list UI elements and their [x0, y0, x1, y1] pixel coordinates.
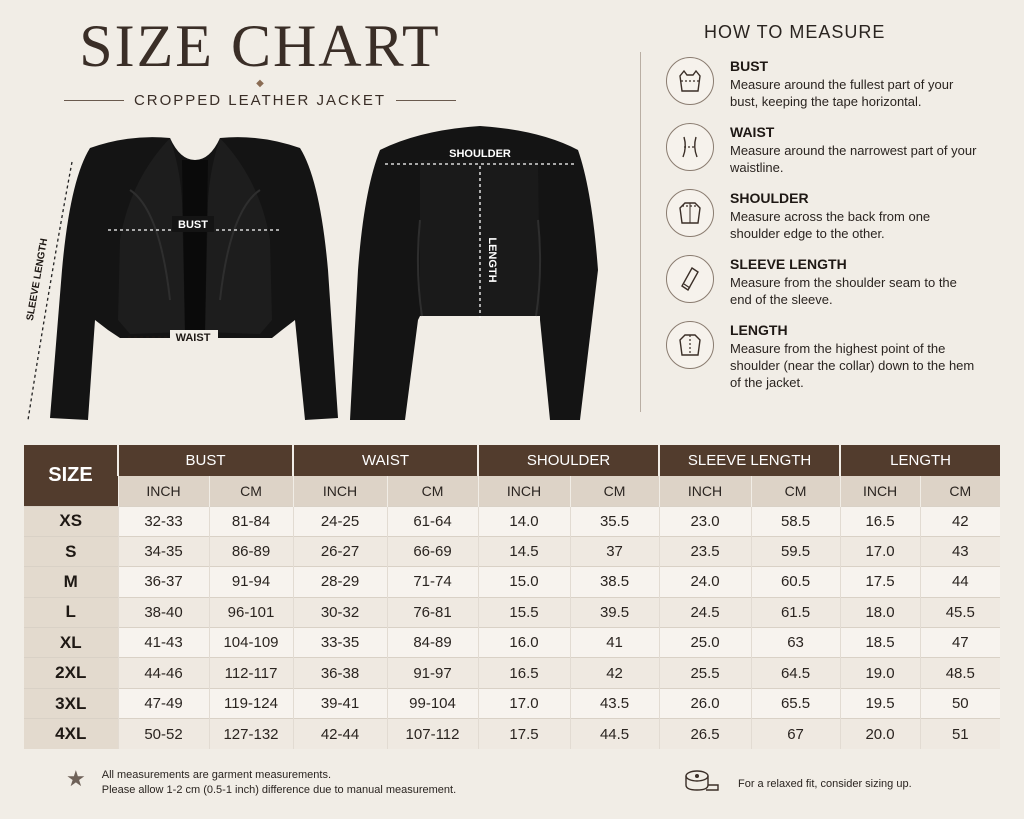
- waist-icon: [666, 123, 714, 171]
- table-cell: 96-101: [209, 597, 293, 627]
- table-cell: 39.5: [570, 597, 659, 627]
- footer-note: [66, 768, 456, 798]
- table-cell: 44: [920, 567, 1000, 597]
- how-to-measure-heading: HOW TO MEASURE: [704, 22, 886, 42]
- table-cell: 43.5: [570, 688, 659, 718]
- unit-header: CM: [751, 476, 840, 506]
- table-cell: 32-33: [118, 506, 209, 536]
- unit-header: CM: [570, 476, 659, 506]
- back-jacket-illustration: [350, 126, 598, 420]
- table-cell: 107-112: [387, 719, 478, 749]
- table-body: [24, 506, 1000, 749]
- measure-desc-sleeve-length: Measure from the shoulder seam to the end of the sleeve.: [730, 275, 957, 307]
- table-cell: 47-49: [118, 688, 209, 718]
- table-cell: 16.0: [478, 628, 570, 658]
- table-cell: 67: [751, 719, 840, 749]
- table-cell: 16.5: [478, 658, 570, 688]
- unit-header: INCH: [478, 476, 570, 506]
- table-cell: 18.0: [840, 597, 920, 627]
- table-cell: 26.0: [659, 688, 751, 718]
- table-cell: 61.5: [751, 597, 840, 627]
- table-cell: 81-84: [209, 506, 293, 536]
- footer-note-line-2: Please allow 1-2 cm (0.5-1 inch) difference due to manual measurement.: [101, 784, 457, 796]
- table-cell: 24.5: [659, 597, 751, 627]
- length-label: LENGTH: [486, 237, 498, 283]
- size-label: L: [24, 597, 118, 627]
- table-cell: 15.0: [478, 567, 570, 597]
- table-cell: 17.5: [840, 567, 920, 597]
- table-cell: 51: [920, 719, 1000, 749]
- table-cell: 35.5: [570, 506, 659, 536]
- size-label: XL: [24, 628, 118, 658]
- table-cell: 42-44: [293, 719, 387, 749]
- table-cell: 16.5: [840, 506, 920, 536]
- table-cell: 39-41: [293, 688, 387, 718]
- table-cell: 23.0: [659, 506, 751, 536]
- table-cell: 38.5: [570, 567, 659, 597]
- size-chart-table: [24, 445, 1000, 749]
- measure-item-sleeve-length: [666, 255, 1006, 308]
- table-cell: 61-64: [387, 506, 478, 536]
- table-cell: 65.5: [751, 688, 840, 718]
- star-icon: ★: [66, 766, 86, 791]
- page-subtitle: CROPPED LEATHER JACKET: [133, 92, 387, 109]
- table-row: [24, 628, 1000, 658]
- unit-header: INCH: [293, 476, 387, 506]
- table-cell: 112-117: [209, 658, 293, 688]
- size-label: XS: [24, 506, 118, 536]
- table-cell: 42: [570, 658, 659, 688]
- sleeve-length-label: SLEEVE LENGTH: [24, 237, 51, 322]
- table-cell: 25.5: [659, 658, 751, 688]
- table-cell: 71-74: [387, 567, 478, 597]
- table-cell: 14.5: [478, 536, 570, 566]
- table-cell: 28-29: [293, 567, 387, 597]
- size-label: 4XL: [24, 719, 118, 749]
- waist-label: WAIST: [175, 332, 211, 344]
- measure-desc-bust: Measure around the fullest part of your bust, keeping the tape horizontal.: [730, 77, 954, 109]
- diamond-ornament-icon: ◆: [256, 78, 264, 89]
- table-cell: 26-27: [293, 536, 387, 566]
- unit-header: CM: [209, 476, 293, 506]
- table-cell: 15.5: [478, 597, 570, 627]
- shoulder-label: SHOULDER: [449, 148, 511, 160]
- front-jacket-illustration: [50, 137, 338, 420]
- length-icon: [666, 321, 714, 369]
- table-row: [24, 567, 1000, 597]
- sleeve-icon: [666, 255, 714, 303]
- table-row: [24, 506, 1000, 536]
- measure-item-length: [666, 321, 1006, 391]
- subtitle-rule-right: [396, 100, 456, 101]
- unit-header: INCH: [118, 476, 209, 506]
- measure-desc-waist: Measure around the narrowest part of your waistline.: [730, 143, 977, 175]
- table-cell: 104-109: [209, 628, 293, 658]
- table-cell: 43: [920, 536, 1000, 566]
- footer-note-line-1: All measurements are garment measurements.: [101, 769, 331, 781]
- table-cell: 127-132: [209, 719, 293, 749]
- table-cell: 66-69: [387, 536, 478, 566]
- table-cell: 26.5: [659, 719, 751, 749]
- measure-item-waist: [666, 123, 1006, 176]
- table-cell: 24-25: [293, 506, 387, 536]
- measuring-tape-icon: [684, 768, 720, 799]
- table-cell: 14.0: [478, 506, 570, 536]
- unit-header: CM: [387, 476, 478, 506]
- subtitle-rule-left: [64, 100, 124, 101]
- table-cell: 119-124: [209, 688, 293, 718]
- footer-tip: [684, 768, 912, 799]
- table-cell: 47: [920, 628, 1000, 658]
- unit-header: INCH: [840, 476, 920, 506]
- table-cell: 34-35: [118, 536, 209, 566]
- table-cell: 36-38: [293, 658, 387, 688]
- table-row: [24, 658, 1000, 688]
- table-cell: 76-81: [387, 597, 478, 627]
- measure-name-bust: BUST: [730, 58, 769, 74]
- table-cell: 17.0: [840, 536, 920, 566]
- table-cell: 42: [920, 506, 1000, 536]
- table-cell: 58.5: [751, 506, 840, 536]
- measure-name-waist: WAIST: [730, 124, 775, 140]
- table-cell: 45.5: [920, 597, 1000, 627]
- table-row: [24, 688, 1000, 718]
- measure-item-bust: [666, 57, 1006, 110]
- table-cell: 36-37: [118, 567, 209, 597]
- table-row: [24, 597, 1000, 627]
- unit-header: INCH: [659, 476, 751, 506]
- shoulder-icon: [666, 189, 714, 237]
- table-cell: 99-104: [387, 688, 478, 718]
- table-cell: 50-52: [118, 719, 209, 749]
- table-cell: 44.5: [570, 719, 659, 749]
- group-header-shoulder: SHOULDER: [478, 445, 659, 476]
- table-cell: 48.5: [920, 658, 1000, 688]
- measure-name-sleeve-length: SLEEVE LENGTH: [730, 256, 847, 272]
- table-cell: 91-94: [209, 567, 293, 597]
- measure-name-shoulder: SHOULDER: [730, 190, 809, 206]
- measure-name-length: LENGTH: [730, 322, 788, 338]
- size-label: M: [24, 567, 118, 597]
- table-cell: 24.0: [659, 567, 751, 597]
- jacket-diagram-svg: [20, 120, 620, 430]
- table-cell: 86-89: [209, 536, 293, 566]
- table-cell: 19.0: [840, 658, 920, 688]
- table-cell: 44-46: [118, 658, 209, 688]
- how-to-measure-panel: [666, 22, 1006, 404]
- group-header-waist: WAIST: [293, 445, 478, 476]
- measure-item-shoulder: [666, 189, 1006, 242]
- table-cell: 33-35: [293, 628, 387, 658]
- table-cell: 17.5: [478, 719, 570, 749]
- size-label: S: [24, 536, 118, 566]
- unit-header: CM: [920, 476, 1000, 506]
- group-header-length: LENGTH: [840, 445, 1000, 476]
- group-header-bust: BUST: [118, 445, 293, 476]
- measure-desc-length: Measure from the highest point of the shoulder (near the collar) down to the hem of the jacket.: [730, 341, 975, 390]
- table-cell: 50: [920, 688, 1000, 718]
- bust-icon: [666, 57, 714, 105]
- table-cell: 37: [570, 536, 659, 566]
- table-cell: 84-89: [387, 628, 478, 658]
- table-row: [24, 719, 1000, 749]
- table-cell: 25.0: [659, 628, 751, 658]
- table-cell: 19.5: [840, 688, 920, 718]
- table-cell: 20.0: [840, 719, 920, 749]
- table-cell: 30-32: [293, 597, 387, 627]
- table-cell: 38-40: [118, 597, 209, 627]
- size-label: 3XL: [24, 688, 118, 718]
- size-column-header: SIZE: [24, 445, 118, 506]
- table-group-header-row: [24, 445, 1000, 476]
- table-cell: 17.0: [478, 688, 570, 718]
- bust-label: BUST: [178, 219, 208, 231]
- table-cell: 60.5: [751, 567, 840, 597]
- subtitle-row: [40, 92, 480, 109]
- table-cell: 23.5: [659, 536, 751, 566]
- page-title: SIZE CHART: [79, 13, 441, 79]
- table-cell: 64.5: [751, 658, 840, 688]
- table-cell: 41-43: [118, 628, 209, 658]
- table-cell: 63: [751, 628, 840, 658]
- table-cell: 18.5: [840, 628, 920, 658]
- group-header-sleeve-length: SLEEVE LENGTH: [659, 445, 840, 476]
- size-label: 2XL: [24, 658, 118, 688]
- table-unit-header-row: [24, 476, 1000, 506]
- table-cell: 41: [570, 628, 659, 658]
- panel-divider: [640, 52, 641, 412]
- table-row: [24, 536, 1000, 566]
- title-block: [40, 14, 480, 109]
- measure-desc-shoulder: Measure across the back from one shoulder edge to the other.: [730, 209, 931, 241]
- jacket-diagrams: [20, 120, 620, 430]
- footer-tip-text: For a relaxed fit, consider sizing up.: [738, 777, 912, 790]
- table-cell: 59.5: [751, 536, 840, 566]
- table-cell: 91-97: [387, 658, 478, 688]
